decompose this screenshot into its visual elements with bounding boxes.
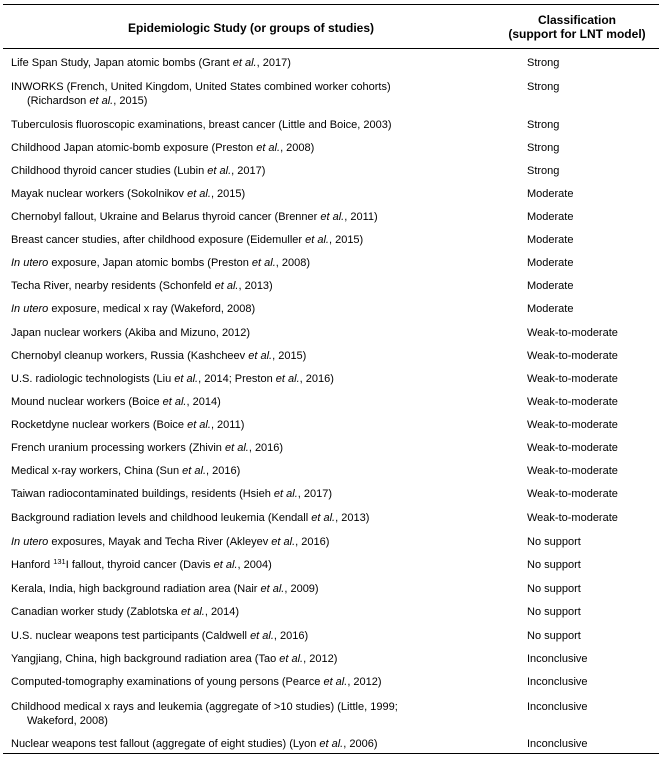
study-cell — [11, 605, 506, 619]
classification-cell: Inconclusive — [527, 701, 588, 713]
study-text: Canadian worker study (Zablotska et al., 2014) — [11, 606, 240, 618]
classification-cell: Strong — [527, 81, 560, 93]
study-text: Hanford $^{131}$I fallout, thyroid cancer (Davis et al., 2004) — [11, 557, 272, 571]
study-cell — [11, 511, 506, 525]
study-cell — [11, 279, 506, 293]
table-bottom-rule — [3, 753, 659, 754]
study-text: French uranium processing workers (Zhivin et al., 2016) — [11, 442, 284, 454]
classification-cell: Weak-to-moderate — [527, 442, 618, 454]
classification-cell: Weak-to-moderate — [527, 396, 618, 408]
table-top-rule — [3, 4, 659, 5]
study-text: Background radiation levels and childhood leukemia (Kendall et al., 2013) — [11, 512, 370, 524]
classification-cell: Moderate — [527, 188, 574, 200]
study-text: Kerala, India, high background radiation area (Nair et al., 2009) — [11, 583, 319, 595]
study-text: In utero exposure, medical x ray (Wakeford, 2008) — [11, 303, 256, 315]
study-cell — [11, 629, 506, 643]
study-cell — [11, 164, 506, 178]
study-text: INWORKS (French, United Kingdom, United States combined worker cohorts) — [11, 81, 391, 93]
study-cell — [11, 233, 506, 247]
study-cell — [11, 535, 506, 549]
study-cell — [11, 187, 506, 201]
study-text: In utero exposure, Japan atomic bombs (Preston et al., 2008) — [11, 257, 311, 269]
study-cell — [11, 700, 506, 728]
study-cell — [11, 464, 506, 478]
classification-cell: No support — [527, 536, 581, 548]
study-text: Mayak nuclear workers (Sokolnikov et al., 2015) — [11, 188, 246, 200]
study-cell — [11, 118, 506, 132]
classification-cell: Moderate — [527, 303, 574, 315]
classification-cell: Weak-to-moderate — [527, 327, 618, 339]
classification-cell: No support — [527, 583, 581, 595]
study-cell — [11, 652, 506, 666]
header-bottom-rule — [3, 48, 659, 49]
study-cell — [11, 737, 506, 751]
classification-header-line2: (support for LNT model) — [508, 27, 646, 41]
classification-cell: Inconclusive — [527, 676, 588, 688]
study-cell — [11, 210, 506, 224]
study-cell — [11, 675, 506, 689]
classification-cell: No support — [527, 606, 581, 618]
study-cell — [11, 558, 506, 572]
study-cell — [11, 141, 506, 155]
study-text: U.S. radiologic technologists (Liu et al., 2014; Preston et al., 2016) — [11, 373, 334, 385]
study-cell — [11, 80, 506, 108]
classification-column-header — [493, 13, 661, 41]
study-text: Tuberculosis fluoroscopic examinations, breast cancer (Little and Boice, 2003) — [11, 119, 392, 131]
study-text: Childhood thyroid cancer studies (Lubin et al., 2017) — [11, 165, 266, 177]
study-text: Rocketdyne nuclear workers (Boice et al., 2011) — [11, 419, 245, 431]
study-cell — [11, 302, 506, 316]
study-text: Medical x-ray workers, China (Sun et al., 2016) — [11, 465, 241, 477]
study-cell — [11, 56, 506, 70]
study-column-header: Epidemiologic Study (or groups of studies) — [127, 21, 374, 35]
classification-cell: Inconclusive — [527, 653, 588, 665]
study-cell — [11, 349, 506, 363]
study-text: Life Span Study, Japan atomic bombs (Grant et al., 2017) — [11, 57, 291, 69]
study-text: Mound nuclear workers (Boice et al., 2014) — [11, 396, 221, 408]
study-text: Childhood Japan atomic-bomb exposure (Preston et al., 2008) — [11, 142, 315, 154]
study-text: Nuclear weapons test fallout (aggregate of eight studies) (Lyon et al., 2006) — [11, 738, 378, 750]
classification-cell: Moderate — [527, 211, 574, 223]
classification-cell: No support — [527, 559, 581, 571]
classification-cell: No support — [527, 630, 581, 642]
study-cell — [11, 256, 506, 270]
study-cell — [11, 326, 506, 340]
study-text-continued: (Richardson et al., 2015) — [27, 95, 148, 107]
classification-cell: Strong — [527, 165, 560, 177]
study-text: Techa River, nearby residents (Schonfeld et al., 2013) — [11, 280, 273, 292]
classification-cell: Weak-to-moderate — [527, 350, 618, 362]
classification-cell: Moderate — [527, 280, 574, 292]
classification-cell: Weak-to-moderate — [527, 419, 618, 431]
study-cell — [11, 487, 506, 501]
classification-cell: Inconclusive — [527, 738, 588, 750]
study-text: In utero exposures, Mayak and Techa River (Akleyev et al., 2016) — [11, 536, 330, 548]
classification-cell: Weak-to-moderate — [527, 512, 618, 524]
study-cell — [11, 441, 506, 455]
study-cell — [11, 418, 506, 432]
classification-cell: Moderate — [527, 234, 574, 246]
study-text: Chernobyl cleanup workers, Russia (Kashcheev et al., 2015) — [11, 350, 307, 362]
classification-cell: Weak-to-moderate — [527, 465, 618, 477]
study-text: Yangjiang, China, high background radiation area (Tao et al., 2012) — [11, 653, 338, 665]
study-text: Childhood medical x rays and leukemia (aggregate of >10 studies) (Little, 1999; — [11, 701, 398, 713]
study-text: Japan nuclear workers (Akiba and Mizuno, 2012) — [11, 327, 251, 339]
study-text: Breast cancer studies, after childhood exposure (Eidemuller et al., 2015) — [11, 234, 364, 246]
classification-cell: Strong — [527, 57, 560, 69]
classification-cell: Strong — [527, 119, 560, 131]
study-cell — [11, 372, 506, 386]
classification-cell: Moderate — [527, 257, 574, 269]
classification-cell: Strong — [527, 142, 560, 154]
classification-header-line1: Classification — [537, 13, 617, 27]
study-text: U.S. nuclear weapons test participants (Caldwell et al., 2016) — [11, 630, 309, 642]
study-text: Taiwan radiocontaminated buildings, residents (Hsieh et al., 2017) — [11, 488, 333, 500]
study-cell — [11, 395, 506, 409]
study-cell — [11, 582, 506, 596]
classification-cell: Weak-to-moderate — [527, 488, 618, 500]
study-text-continued: Wakeford, 2008) — [27, 715, 108, 727]
classification-cell: Weak-to-moderate — [527, 373, 618, 385]
study-text: Chernobyl fallout, Ukraine and Belarus thyroid cancer (Brenner et al., 2011) — [11, 211, 378, 223]
study-text: Computed-tomography examinations of young persons (Pearce et al., 2012) — [11, 676, 382, 688]
